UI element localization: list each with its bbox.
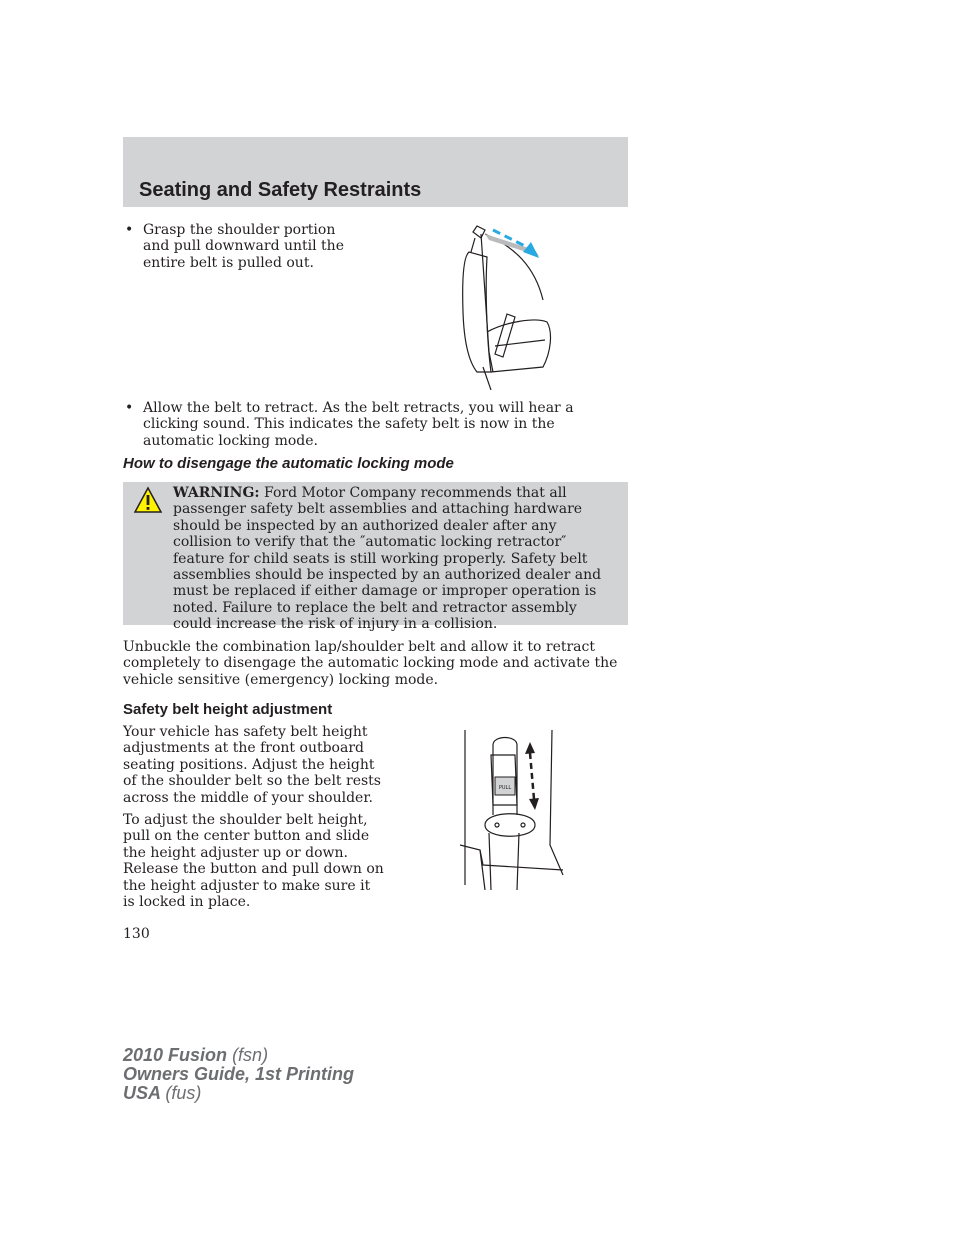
bullet-dot: • bbox=[125, 222, 134, 238]
warning-text bbox=[130, 485, 618, 633]
bullet-dot: • bbox=[125, 400, 134, 416]
bullet-item-pull-belt bbox=[125, 222, 365, 271]
page-number: 130 bbox=[123, 926, 150, 942]
height-adjuster-illustration bbox=[455, 725, 580, 890]
paragraph-height-instructions: To adjust the shoulder belt height, pull on the center button and slide the height adjuster up or down. Release the button and pull down on the height adjuster to make sure it is locked in place. bbox=[123, 812, 384, 911]
paragraph-unbuckle: Unbuckle the combination lap/shoulder belt and allow it to retract completely to disengage the automatic locking mode and activate the vehicle sensitive (emergency) locking mode. bbox=[123, 639, 618, 688]
adjuster-pull-label: PULL bbox=[498, 785, 512, 791]
footer-market-code: (fus) bbox=[165, 1083, 202, 1103]
subheading-height-adjustment: Safety belt height adjustment bbox=[123, 701, 333, 718]
subheading-disengage: How to disengage the automatic locking mode bbox=[123, 455, 454, 472]
bullet-text: Allow the belt to retract. As the belt retracts, you will hear a clicking sound. This indicates the safety belt is now in the automatic locking mode. bbox=[143, 400, 574, 449]
warning-body: Ford Motor Company recommends that all passenger safety belt assemblies and attaching hardware should be inspected by an authorized dealer after any collision to verify that the ″automatic locking retractor″ feature for child seats is still working properly. Safety belt assemblies should be inspected by an authorized dealer and must be replaced if either damage or improper operation is noted. Failure to replace the belt and retractor assembly could increase the risk of injury in a collision. bbox=[173, 485, 602, 633]
footer-market: USA bbox=[123, 1083, 161, 1103]
document-footer bbox=[123, 1046, 354, 1103]
paragraph-height-intro: Your vehicle has safety belt height adjustments at the front outboard seating positions. Adjust the height of the shoulder belt so the belt rests across the middle of your shoulder. bbox=[123, 724, 381, 806]
section-header bbox=[123, 137, 628, 207]
warning-box bbox=[123, 482, 628, 633]
warning-label: WARNING: bbox=[173, 485, 260, 501]
bullet-text: Grasp the shoulder portion and pull downward until the entire belt is pulled out. bbox=[143, 222, 344, 271]
seat-belt-pull-illustration bbox=[455, 222, 565, 390]
footer-model-code: (fsn) bbox=[232, 1045, 269, 1065]
footer-model: 2010 Fusion bbox=[123, 1045, 228, 1065]
footer-printing: Owners Guide, 1st Printing bbox=[123, 1064, 355, 1084]
bullet-item-retract bbox=[125, 400, 622, 449]
section-title: Seating and Safety Restraints bbox=[139, 179, 422, 201]
